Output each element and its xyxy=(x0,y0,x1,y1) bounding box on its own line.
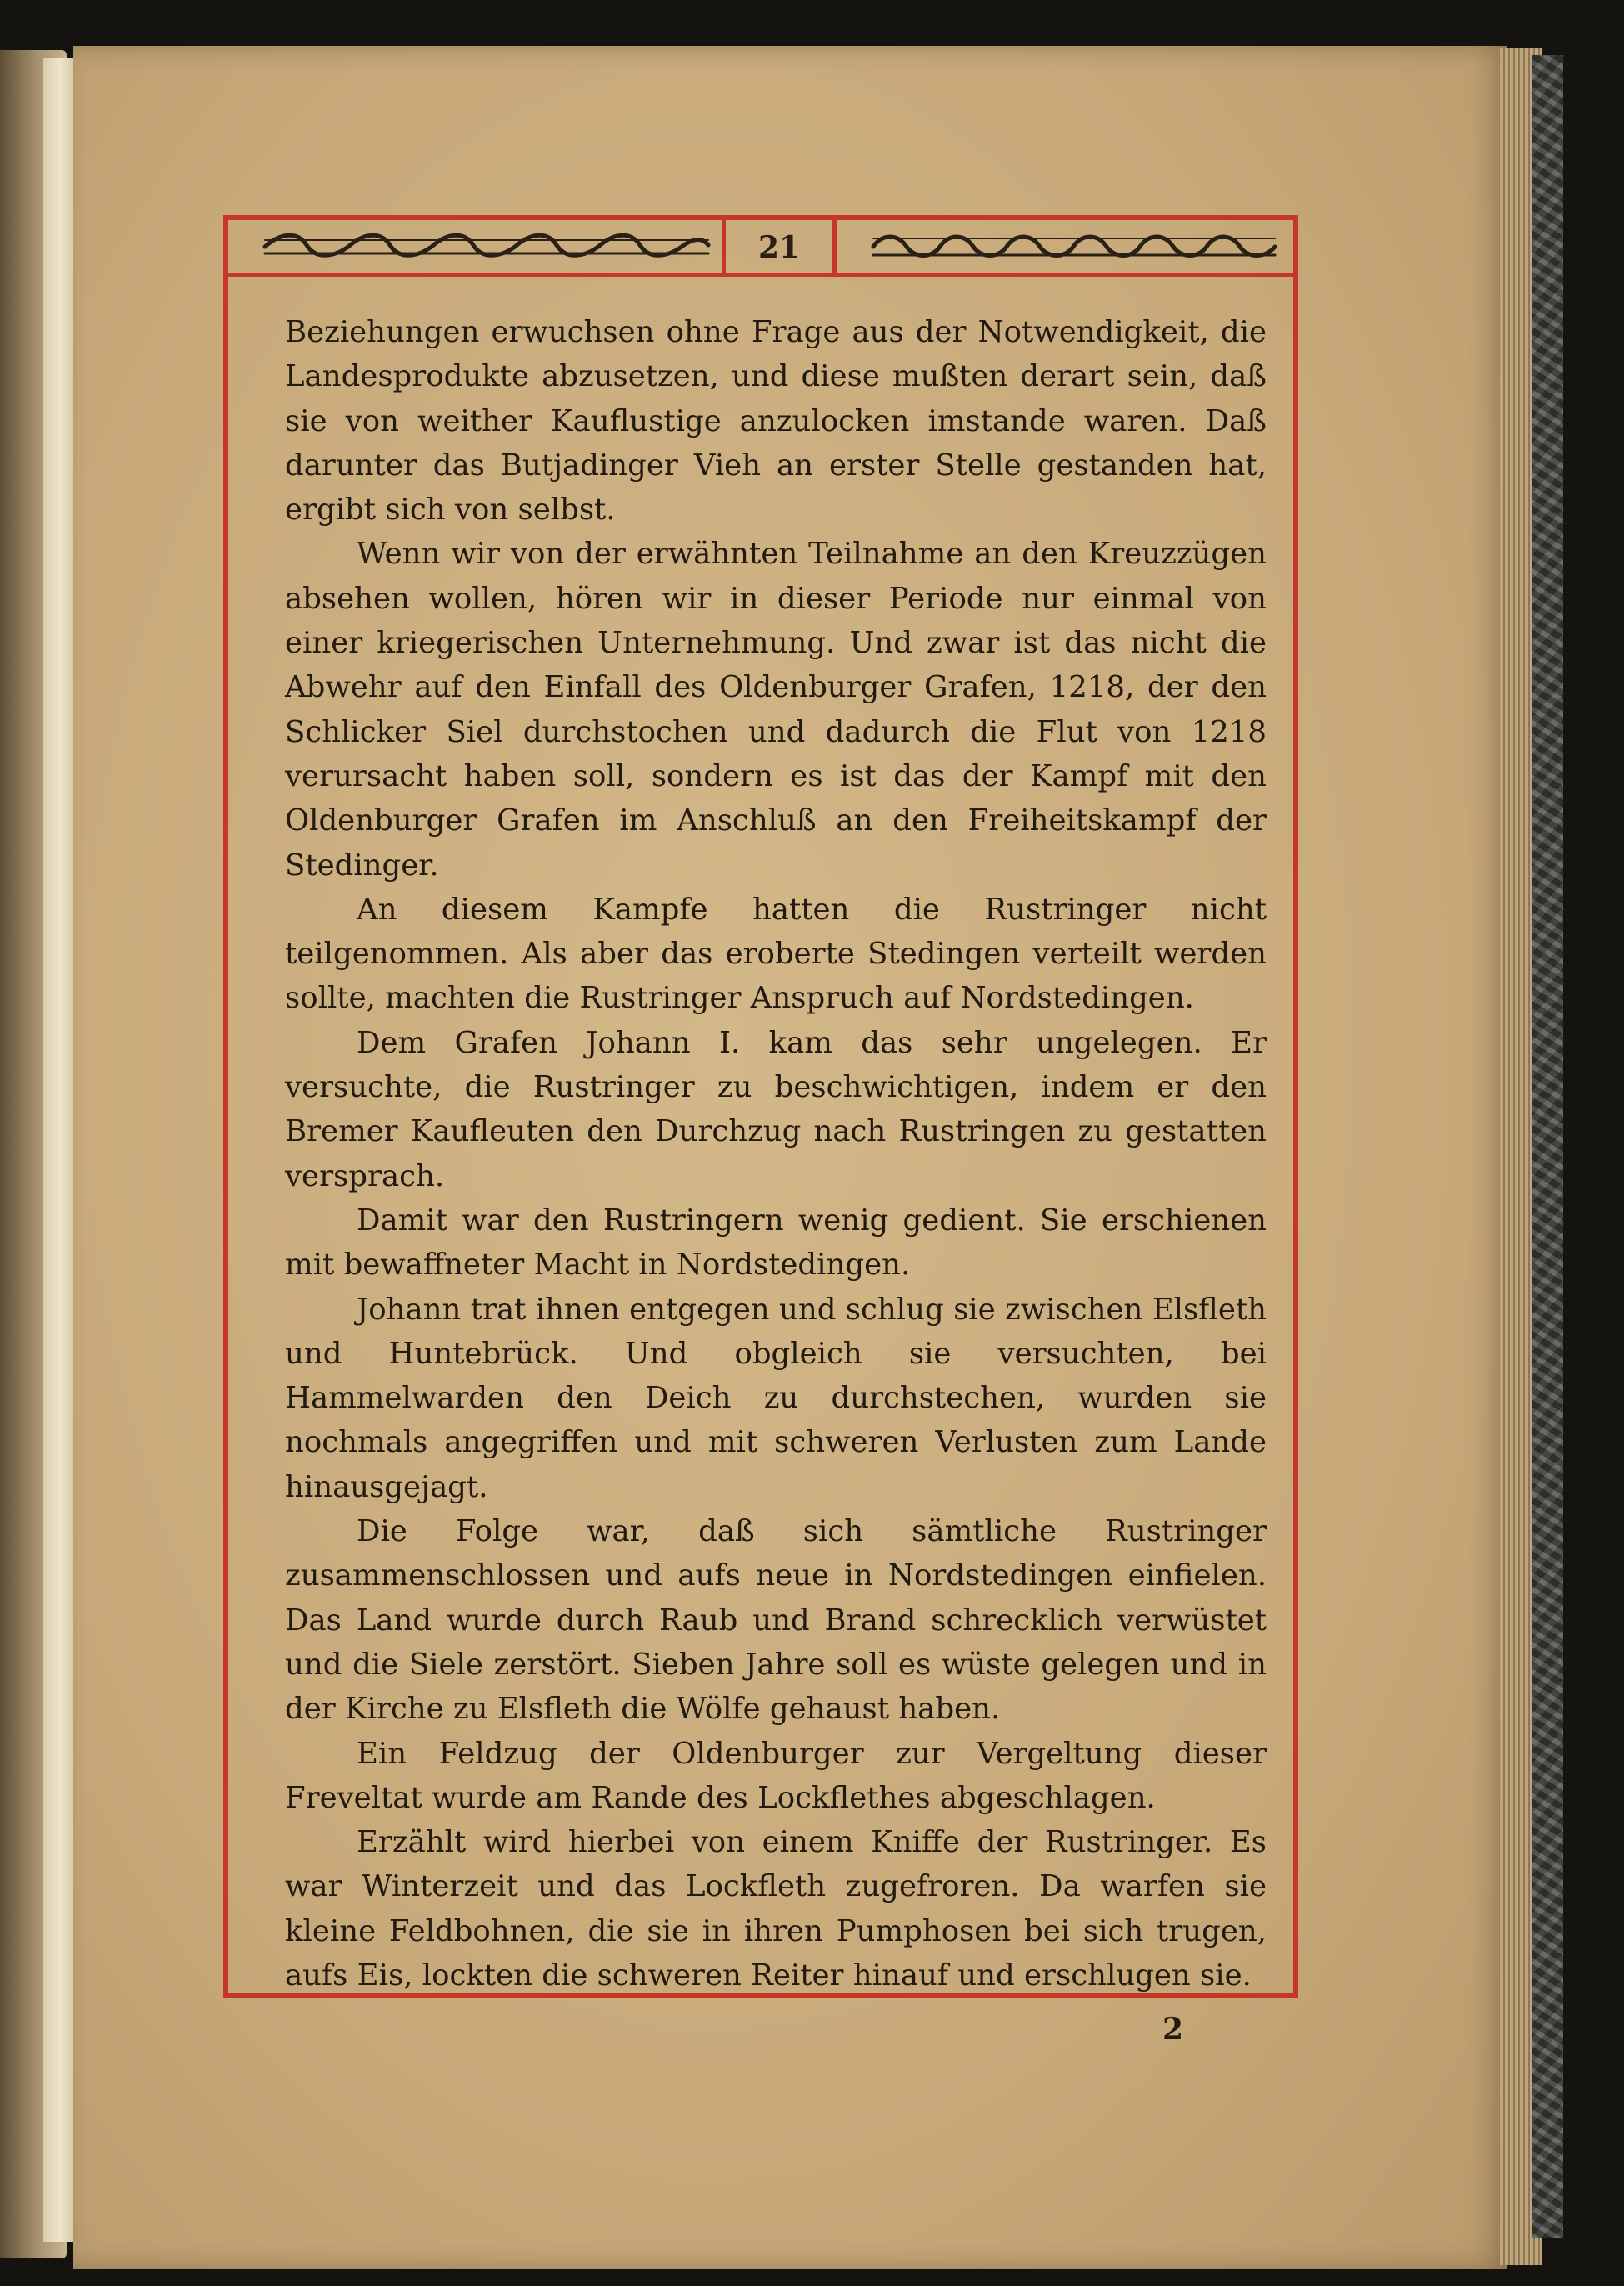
marbled-cover xyxy=(1532,55,1563,2238)
header-ornament-left xyxy=(262,228,712,264)
paragraph: Dem Grafen Johann I. kam das sehr ungelegen. Er versuchte, die Rustringer zu beschwichtigen, indem er den Bremer Kaufleuten den Durchzug nach Rustringen zu gestatten versprach. xyxy=(285,1025,1267,1193)
body-text xyxy=(285,310,1267,1998)
paragraph: Johann trat ihnen entgegen und schlug sie zwischen Elsfleth und Huntebrück. Und obgleich sie versuchten, bei Hammelwarden den Deich zu durchstechen, wurden sie nochmals angegriffen und mit schweren Verlusten zum Lande hinausgejagt. xyxy=(285,1292,1267,1504)
header-divider-right xyxy=(832,220,837,273)
running-header xyxy=(228,220,1293,277)
paragraph: Beziehungen erwuchsen ohne Frage aus der Notwendigkeit, die Landesprodukte abzusetzen, und diese mußten derart sein, daß sie von weither Kauflustige anzulocken imstande waren. Daß darunter das Butjadinger Vieh an erster Stelle gestanden hat, ergibt sich von selbst. xyxy=(285,315,1267,528)
page-frame xyxy=(223,215,1298,1998)
paragraph: Erzählt wird hierbei von einem Kniffe der Rustringer. Es war Winterzeit und das Lockfleth zugefroren. Da warfen sie kleine Feldbohnen, die sie in ihren Pumphosen bei sich trugen, aufs Eis, lockten die schweren Reiter hinauf und erschlugen sie. xyxy=(285,1825,1267,1993)
paragraph: Ein Feldzug der Oldenburger zur Vergeltung dieser Freveltat wurde am Rande des Lockflethes abgeschlagen. xyxy=(285,1736,1267,1815)
signature-mark: 2 xyxy=(1162,2012,1184,2047)
paragraph: Wenn wir von der erwähnten Teilnahme an den Kreuzzügen absehen wollen, hören wir in dieser Periode nur einmal von einer kriegerischen Unternehmung. Und zwar ist das nicht die Abwehr auf den Einfall des Oldenburger Grafen, 1218, der den Schlicker Siel durchstochen und dadurch die Flut von 1218 verursacht haben soll, sondern es ist das der Kampf mit den Oldenburger Grafen im Anschluß an den Freiheitskampf der Stedinger. xyxy=(285,537,1267,883)
page-number: 21 xyxy=(757,230,801,265)
paragraph: Damit war den Rustringern wenig gedient. Sie erschienen mit bewaffneter Macht in Nordstedingen. xyxy=(285,1203,1267,1283)
header-ornament-right xyxy=(870,228,1278,264)
book-binding xyxy=(43,58,77,2242)
paragraph: Die Folge war, daß sich sämtliche Rustringer zusammenschlossen und aufs neue in Nordstedingen einfielen. Das Land wurde durch Raub und Brand schrecklich verwüstet und die Siele zerstört. Sieben Jahre soll es wüste gelegen und in der Kirche zu Elsfleth die Wölfe gehaust haben. xyxy=(285,1514,1267,1727)
paragraph: An diesem Kampfe hatten die Rustringer nicht teilgenommen. Als aber das eroberte Stedingen verteilt werden sollte, machten die Rustringer Anspruch auf Nordstedingen. xyxy=(285,892,1267,1016)
